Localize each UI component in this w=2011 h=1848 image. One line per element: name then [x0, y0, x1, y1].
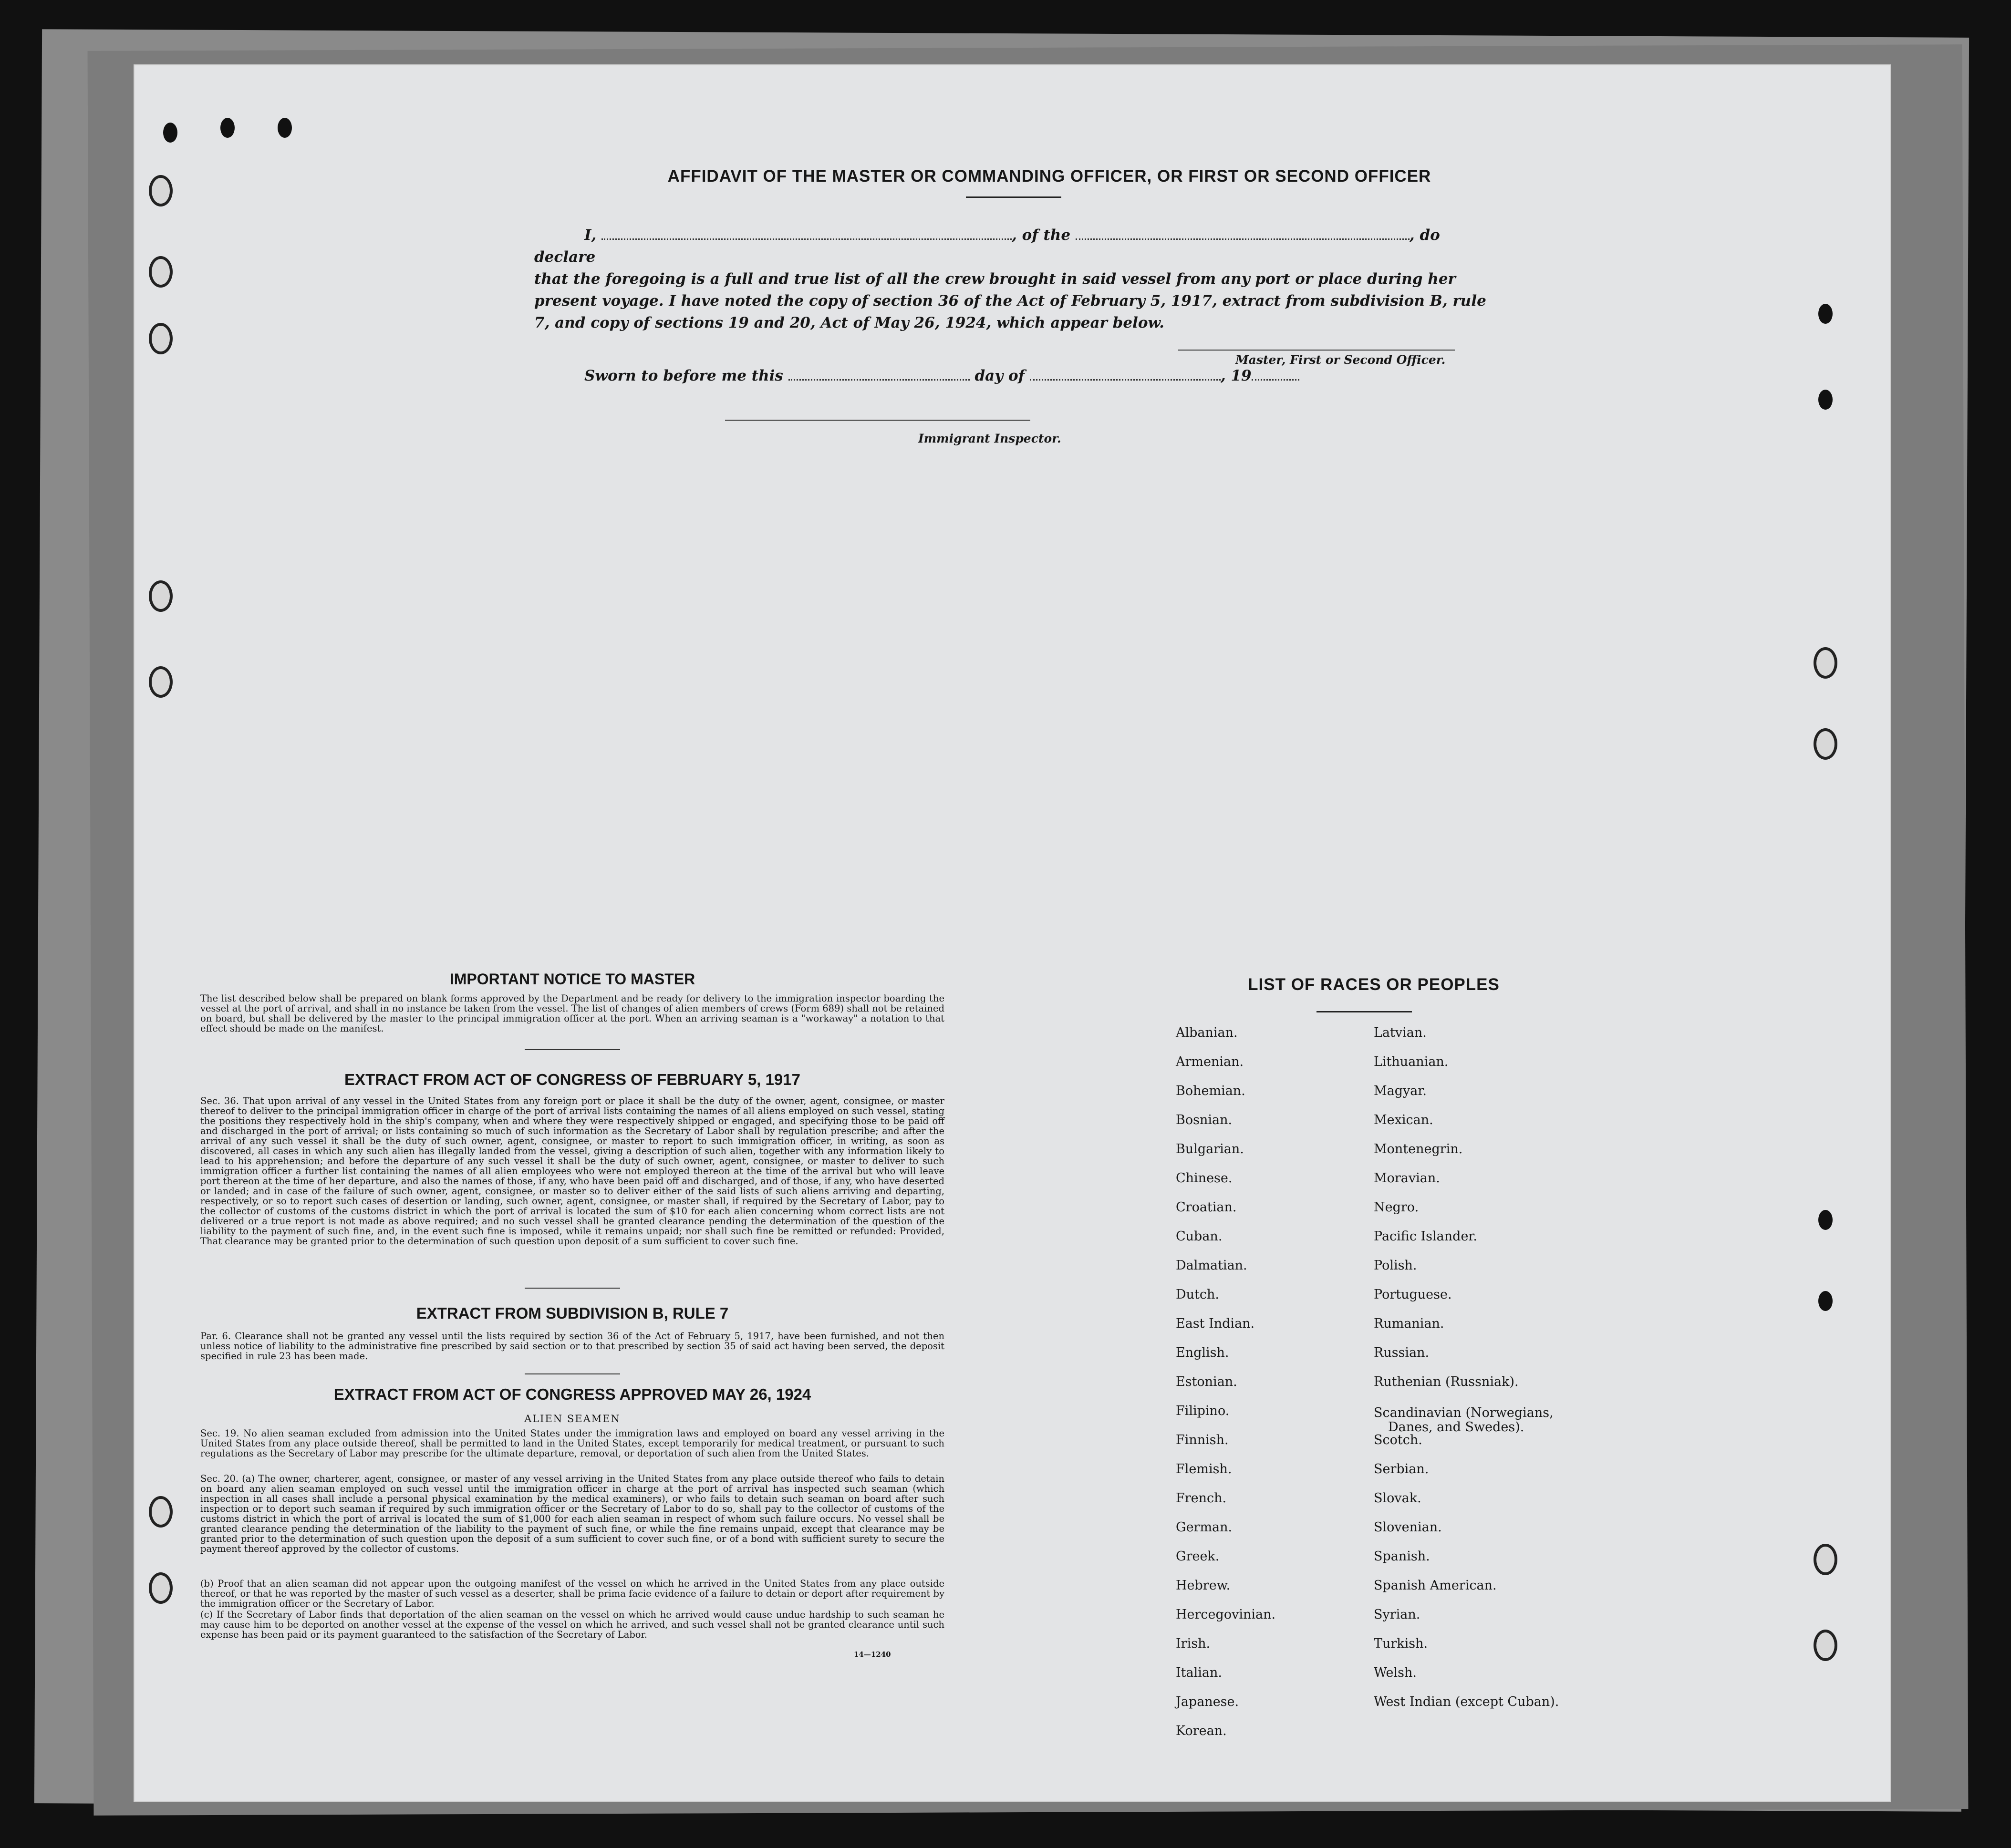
- race-item: Irish.: [1176, 1636, 1211, 1651]
- race-item: Turkish.: [1374, 1636, 1428, 1651]
- race-item: French.: [1176, 1491, 1227, 1506]
- extract-rule7-text: Par. 6. Clearance shall not be granted any vessel until the lists required by section 36 of the Act of February 5, 1917, have been furnished, and not then unless notice of liability to the administrative fine prescribed by said section or to that prescribed by section 35 of said act having been served, the deposit specified in rule 23 has been made.: [200, 1331, 944, 1362]
- race-item: Montenegrin.: [1374, 1142, 1463, 1156]
- sworn-statement: [584, 367, 1299, 384]
- binder-hole-icon: [149, 323, 173, 354]
- race-item: Flemish.: [1176, 1462, 1232, 1476]
- race-item: Rumanian.: [1374, 1316, 1444, 1331]
- race-item: Welsh.: [1374, 1665, 1417, 1680]
- ink-dot-icon: [1818, 304, 1833, 324]
- affidavit-statement: that the foregoing is a full and true list of all the crew brought in said vessel from any port or place during her present voyage. I have noted the copy of section 36 of the Act of February 5, 1917, extract from subdivision B, rule 7, and copy of sections 19 and 20, Act of May 26, 1924, which appear below.: [534, 270, 1486, 331]
- race-item: Magyar.: [1374, 1084, 1427, 1098]
- race-item: Bohemian.: [1176, 1084, 1245, 1098]
- sworn-year-label: , 19: [1220, 367, 1252, 384]
- race-item: East Indian.: [1176, 1316, 1255, 1331]
- affidavit-declare-label: , do declare: [534, 227, 1440, 266]
- race-item: Filipino.: [1176, 1404, 1230, 1418]
- race-item: Scotch.: [1374, 1433, 1422, 1447]
- sec19-text: Sec. 19. No alien seaman excluded from admission into the United States under the immigration laws and employed on board any vessel arriving in the United States from any place outside thereof, shall be permitted to land in the United States, except temporarily for medical treatment, or pursuant to such regulations as the Secretary of Labor may prescribe for the ultimate departure, removal, or deportation of such alien from the United States.: [200, 1428, 944, 1459]
- ink-dot-icon: [220, 118, 235, 138]
- race-item: Lithuanian.: [1374, 1054, 1449, 1069]
- race-item: Italian.: [1176, 1665, 1222, 1680]
- race-item: English.: [1176, 1345, 1229, 1360]
- section-divider: [525, 1049, 620, 1050]
- race-item: Cuban.: [1176, 1229, 1223, 1244]
- ink-dot-icon: [1818, 1291, 1833, 1311]
- race-item: Scandinavian (Norwegians,: [1374, 1405, 1554, 1420]
- race-item: Russian.: [1374, 1345, 1430, 1360]
- sec20c-text: (c) If the Secretary of Labor finds that deportation of the alien seaman on the vessel on which he arrived would cause undue hardship to such seaman he may cause him to be deported on another vessel at the expense of the vessel on which he arrived, and such vessel shall not be granted clearance until such expense has been paid or its payment guaranteed to the satisfaction of the Secretary of Labor.: [200, 1609, 944, 1640]
- sworn-day-field[interactable]: [788, 379, 970, 381]
- sec20b-text: (b) Proof that an alien seaman did not appear upon the outgoing manifest of the vessel on which he arrived in the United States from any place outside thereof, or that he was reported by the master of such vessel as a deserter, shall be prima facie evidence of a failure to detain or deport after requirement by the immigration officer or the Secretary of Labor.: [200, 1578, 944, 1609]
- affidavit-title: AFFIDAVIT OF THE MASTER OR COMMANDING OFFICER, OR FIRST OR SECOND OFFICER: [667, 167, 1431, 186]
- vessel-name-field[interactable]: [1076, 238, 1410, 240]
- binder-hole-icon: [149, 175, 173, 206]
- race-item: Latvian.: [1374, 1025, 1427, 1040]
- sworn-year-field[interactable]: [1252, 379, 1299, 381]
- race-item: Japanese.: [1176, 1694, 1239, 1709]
- affidavit-first-line: [534, 224, 1488, 268]
- race-item: Ruthenian (Russniak).: [1374, 1374, 1519, 1389]
- race-item: Dutch.: [1176, 1287, 1219, 1302]
- race-item: Danes, and Swedes).: [1388, 1420, 1524, 1435]
- binder-hole-icon: [1814, 647, 1837, 679]
- race-item: Slovak.: [1374, 1491, 1421, 1506]
- binder-hole-icon: [149, 256, 173, 288]
- section-divider: [525, 1288, 620, 1289]
- race-item: Mexican.: [1374, 1113, 1433, 1127]
- race-item: Spanish American.: [1374, 1578, 1497, 1593]
- extract-1924-title: EXTRACT FROM ACT OF CONGRESS APPROVED MAY 26, 1924: [333, 1385, 811, 1403]
- race-item: Slovenian.: [1374, 1520, 1442, 1535]
- race-item: Bosnian.: [1176, 1113, 1233, 1127]
- race-item: Spanish.: [1374, 1549, 1430, 1564]
- affidavit-line-prefix: I,: [584, 227, 597, 244]
- race-item: Polish.: [1374, 1258, 1417, 1273]
- extract-1917-title: EXTRACT FROM ACT OF CONGRESS OF FEBRUARY 5, 1917: [344, 1071, 800, 1088]
- inspector-label: Immigrant Inspector.: [918, 432, 1061, 445]
- race-item: Syrian.: [1374, 1607, 1420, 1622]
- race-item: Portuguese.: [1374, 1287, 1452, 1302]
- affidavit-vessel-label: , of the: [1012, 227, 1071, 244]
- races-title: LIST OF RACES OR PEOPLES: [1248, 975, 1500, 994]
- binder-hole-icon: [1814, 1544, 1837, 1575]
- race-item: West Indian (except Cuban).: [1374, 1694, 1559, 1709]
- sworn-day-of-label: day of: [974, 367, 1025, 384]
- race-item: Pacific Islander.: [1374, 1229, 1477, 1244]
- binder-hole-icon: [1814, 1630, 1837, 1661]
- race-item: German.: [1176, 1520, 1233, 1535]
- binder-hole-icon: [149, 580, 173, 612]
- notice-title: IMPORTANT NOTICE TO MASTER: [449, 970, 695, 988]
- race-item: Greek.: [1176, 1549, 1220, 1564]
- binder-hole-icon: [149, 1572, 173, 1604]
- race-item: Croatian.: [1176, 1200, 1237, 1215]
- race-item: Moravian.: [1374, 1171, 1440, 1186]
- affidavit-body: [534, 224, 1488, 334]
- sworn-month-field[interactable]: [1030, 379, 1221, 381]
- races-title-rule: [1316, 1011, 1412, 1012]
- race-item: Armenian.: [1176, 1054, 1244, 1069]
- race-item: Bulgarian.: [1176, 1142, 1244, 1156]
- race-item: Chinese.: [1176, 1171, 1233, 1186]
- binder-hole-icon: [149, 666, 173, 698]
- sworn-label: Sworn to before me this: [584, 367, 783, 384]
- race-item: Negro.: [1374, 1200, 1419, 1215]
- master-name-field[interactable]: [601, 238, 1012, 240]
- section-divider: [525, 1373, 620, 1374]
- extract-rule7-title: EXTRACT FROM SUBDIVISION B, RULE 7: [416, 1304, 729, 1322]
- master-signature-label: Master, First or Second Officer.: [1235, 353, 1446, 367]
- race-item: Hebrew.: [1176, 1578, 1231, 1593]
- ink-dot-icon: [1818, 390, 1833, 410]
- race-item: Albanian.: [1176, 1025, 1238, 1040]
- race-item: Korean.: [1176, 1724, 1227, 1738]
- race-item: Serbian.: [1374, 1462, 1429, 1476]
- race-item: Hercegovinian.: [1176, 1607, 1276, 1622]
- inspector-signature-field[interactable]: [725, 420, 1030, 421]
- form-number: 14—1240: [854, 1650, 891, 1659]
- ink-dot-icon: [1818, 1210, 1833, 1230]
- master-signature-field[interactable]: [1178, 350, 1455, 351]
- alien-seamen-subtitle: ALIEN SEAMEN: [524, 1413, 621, 1425]
- binder-hole-icon: [1814, 728, 1837, 760]
- race-item: Estonian.: [1176, 1374, 1237, 1389]
- binder-hole-icon: [149, 1496, 173, 1528]
- ink-dot-icon: [163, 123, 177, 143]
- ink-dot-icon: [278, 118, 292, 138]
- race-item: Finnish.: [1176, 1433, 1229, 1447]
- affidavit-title-rule: [966, 196, 1061, 198]
- extract-1917-text: Sec. 36. That upon arrival of any vessel in the United States from any foreign port or place it shall be the duty of the owner, agent, consignee, or master thereof to deliver to the principal immigration officer in charge of the port of arrival lists containing the names of all aliens employed on such vessel, stating the positions they respectively hold in the ship's company, when and where they were respectively shipped or engaged, and specifying those to be paid off and discharged in the port of arrival; or lists containing so much of such information as the Secretary of Labor shall by regulation prescribe; and after the arrival of any such vessel it shall be the duty of such owner, agent, consignee, or master to report to such immigration officer, in writing, as soon as discovered, all cases in which any such alien has illegally landed from the vessel, giving a description of such alien, together with any information likely to lead to his apprehension; and before the departure of any such vessel it shall be the duty of such owner, agent, consignee, or master to deliver to such immigration officer a further list containing the names of all alien employees who were not employed thereon at the time of the arrival but who will leave port thereon at the time of her departure, and also the names of those, if any, who have been paid off and discharged, and of those, if any, who have deserted or landed; and in case of the failure of such owner, agent, consignee, or master so to deliver either of the said lists of such aliens arriving and departing, respectively, or so to report such cases of desertion or landing, such owner, agent, consignee, or master shall, if required by the Secretary of Labor, pay to the collector of customs of the customs district in which the port of arrival is located the sum of $10 for each alien concerning whom correct lists are not delivered or a true report is not made as above required; and no such vessel shall be granted clearance pending the determination of the question of the liability to the payment of such fine, and, in the event such fine is imposed, while it remains unpaid; nor shall such fine be remitted or refunded: Provided, That clearance may be granted prior to the determination of such question upon deposit of a sum sufficient to cover such fine.: [200, 1095, 944, 1247]
- race-item: Dalmatian.: [1176, 1258, 1247, 1273]
- notice-text: The list described below shall be prepared on blank forms approved by the Department and be ready for delivery to the immigration inspector boarding the vessel at the port of arrival, and shall in no instance be taken from the vessel. The list of changes of alien members of crews (Form 689) shall not be retained on board, but shall be delivered by the master to the principal immigration officer at the port. When an arriving seaman is a "workaway" a notation to that effect should be made on the manifest.: [200, 993, 944, 1034]
- sec20a-text: Sec. 20. (a) The owner, charterer, agent, consignee, or master of any vessel arriving in the United States from any place outside thereof who fails to detain on board any alien seaman employed on such vessel until the immigration officer in charge at the port of arrival has inspected such seaman (which inspection in all cases shall include a personal physical examination by the medical examiners), or who fails to detain such seaman on board after such inspection or to deport such seaman if required by such immigration officer or the Secretary of Labor to do so, shall pay to the collector of customs of the customs district in which the port of arrival is located the sum of $1,000 for each alien seaman in respect of whom such failure occurs. No vessel shall be granted clearance pending the determination of the liability to the payment of such fine, or while the fine remains unpaid, except that clearance may be granted prior to the determination of such question upon the deposit of a sum sufficient to cover such fine, or of a bond with sufficient surety to secure the payment thereof approved by the collector of customs.: [200, 1473, 944, 1554]
